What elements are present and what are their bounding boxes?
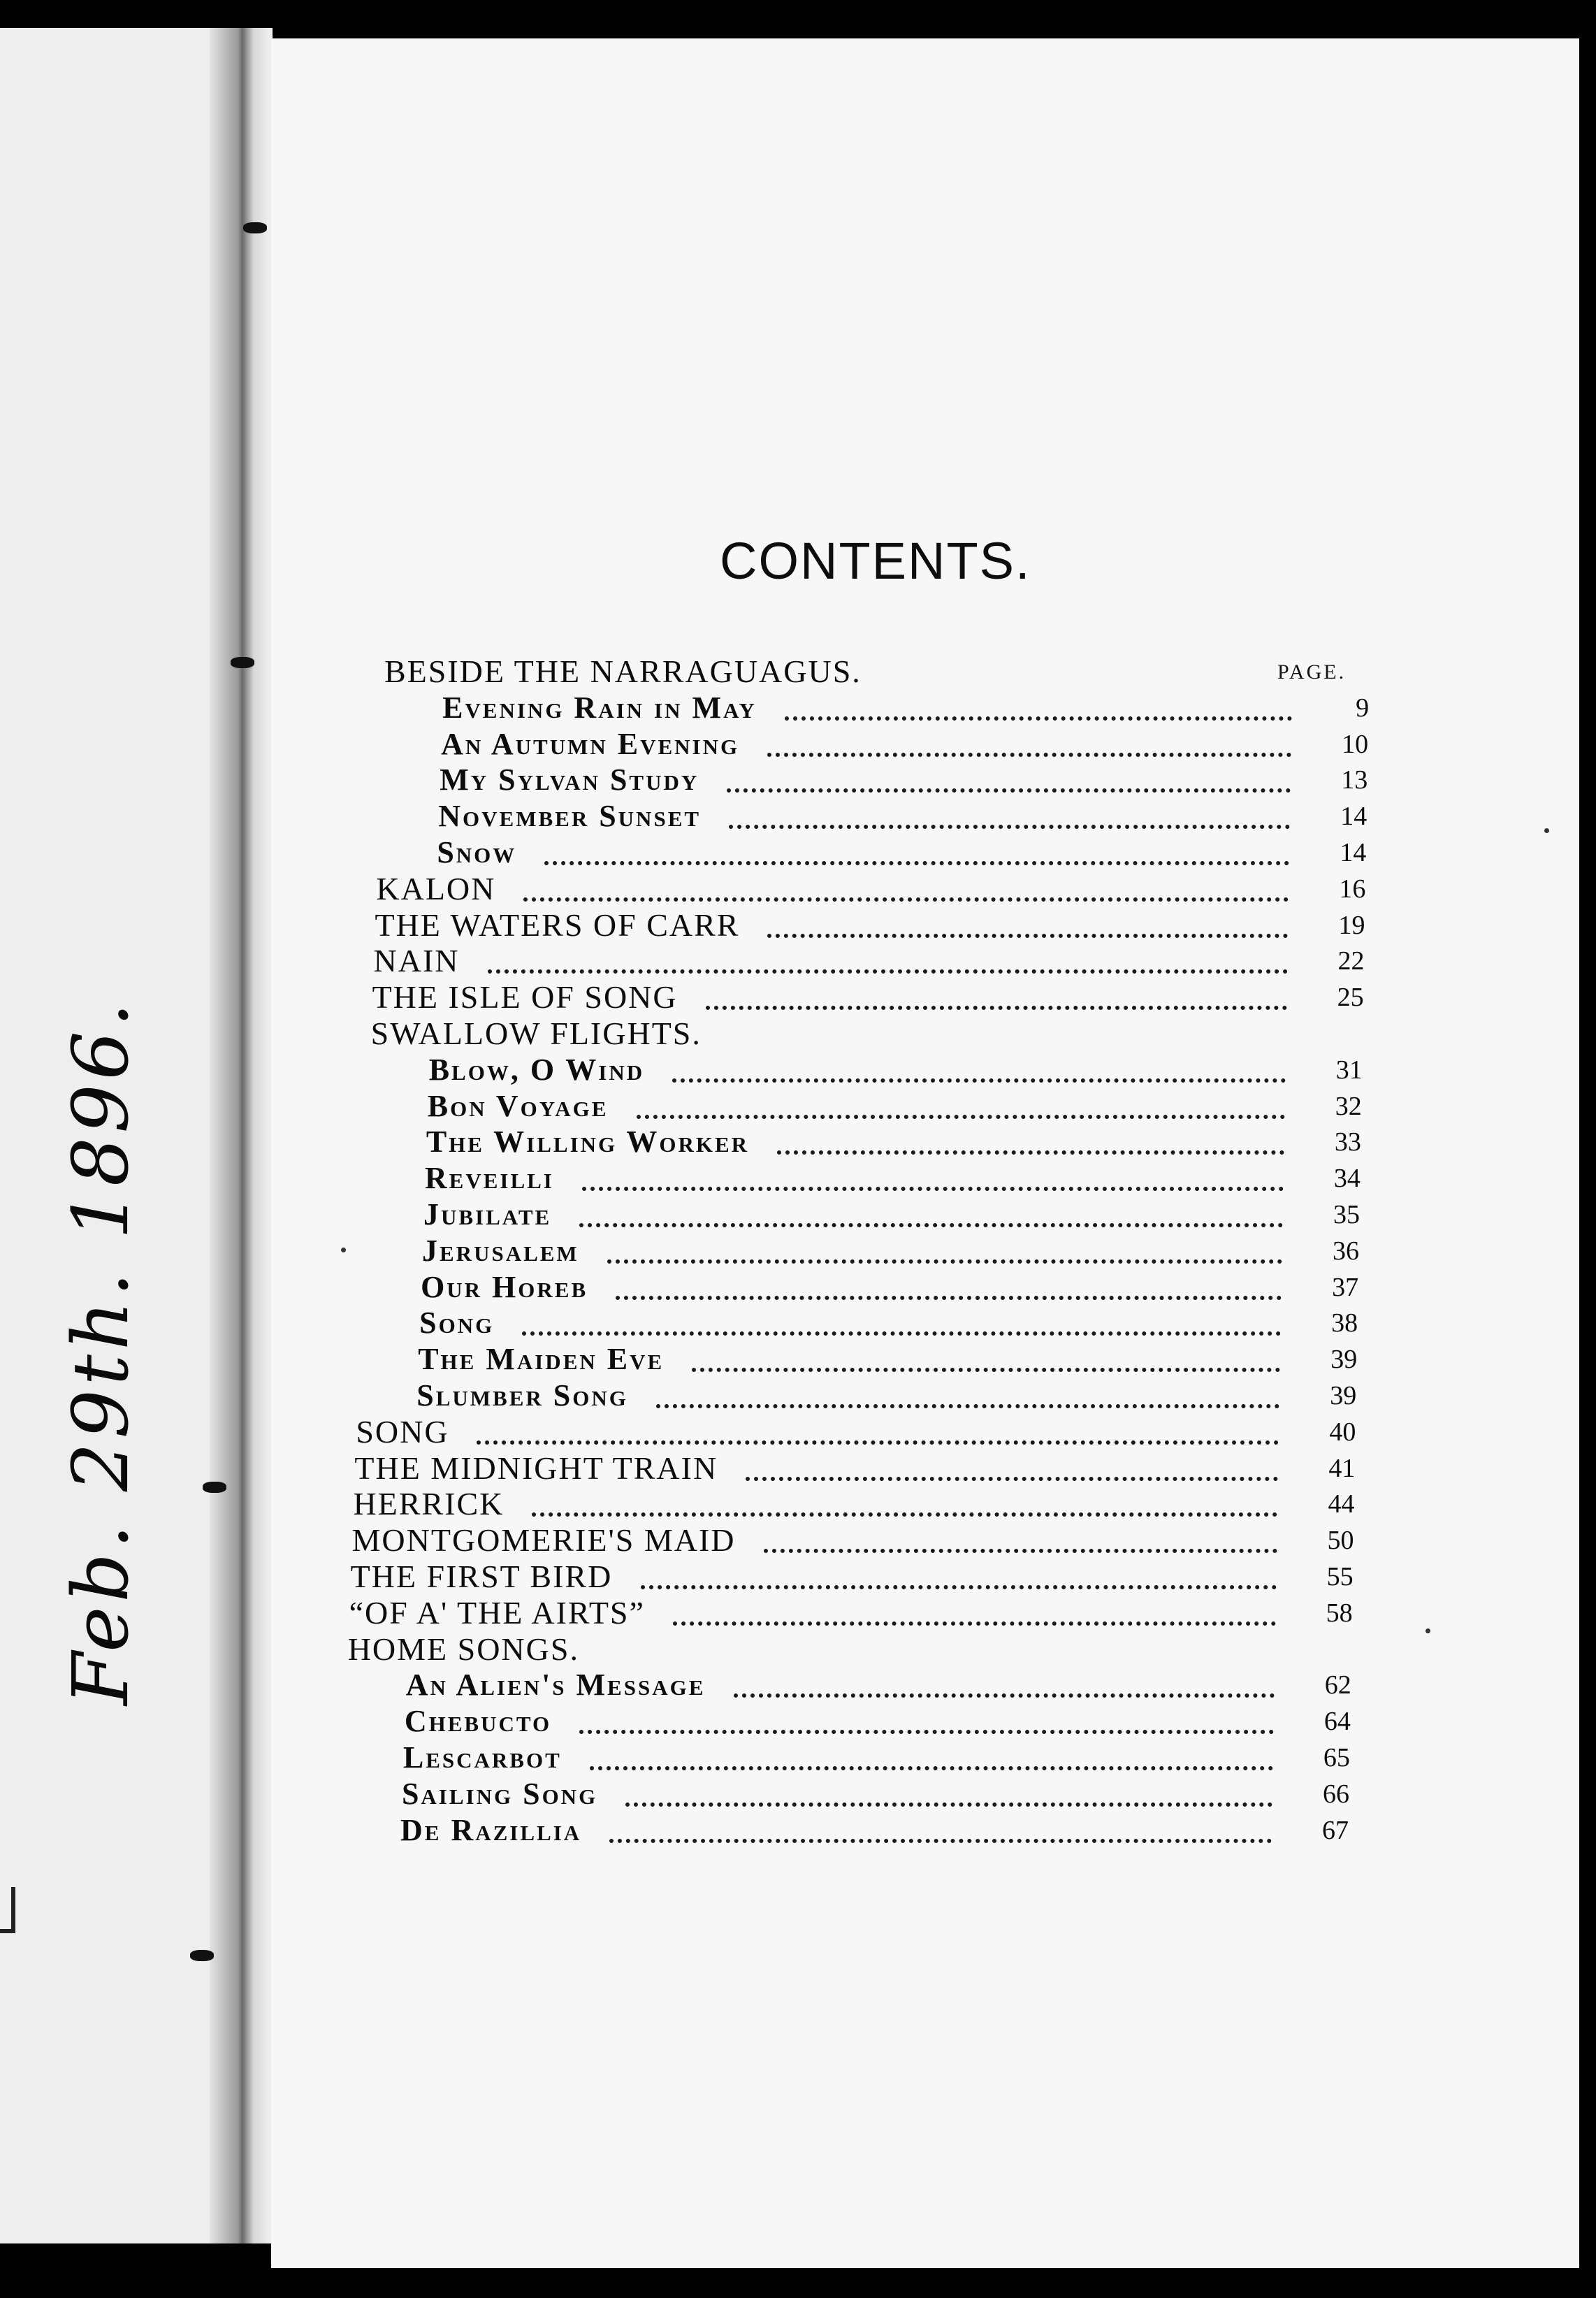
toc-entry-page-number: 33 (1334, 1127, 1361, 1157)
leader-dots (488, 933, 1288, 974)
toc-entry-page-number: 9 (1356, 693, 1370, 723)
toc-entry-page-number: 22 (1337, 946, 1365, 976)
toc-entry-page-number: 35 (1333, 1200, 1360, 1229)
toc-entry-page-number: 39 (1330, 1381, 1357, 1410)
toc-entry-page-number: 14 (1340, 838, 1367, 867)
toc-entry-page-number: 65 (1323, 1743, 1350, 1772)
leader-dots (729, 788, 1290, 829)
toc-entry (0, 979, 1596, 1016)
toc-entry-title: Lescarbot (402, 1740, 562, 1775)
toc-entry-page-number: 55 (1326, 1562, 1354, 1591)
leader-dots (706, 969, 1287, 1010)
leader-dots (767, 897, 1288, 938)
leader-dots (544, 825, 1289, 865)
ink-speck (1425, 1628, 1430, 1633)
toc-entry-title: An Autumn Evening (441, 726, 740, 761)
toc-entry-title: De Razillia (400, 1812, 582, 1847)
toc-entry-page-number: 41 (1328, 1453, 1356, 1483)
toc-entry-title: “OF A' THE AIRTS” (349, 1594, 645, 1631)
toc-entry-title: Jerusalem (422, 1233, 579, 1268)
toc-entry-title: Song (419, 1306, 495, 1340)
leader-dots (777, 1114, 1284, 1155)
toc-entry-title: NAIN (373, 943, 460, 979)
leader-dots (590, 1730, 1273, 1770)
toc-entry-title: Sailing Song (401, 1776, 598, 1811)
leader-dots (785, 680, 1292, 721)
leader-dots (616, 1259, 1282, 1300)
toc-entry-page-number: 14 (1340, 802, 1368, 832)
toc-entry-title: SWALLOW FLIGHTS. (370, 1016, 702, 1051)
toc-entry-title: The Willing Worker (426, 1125, 750, 1159)
toc-entry-page-number: 25 (1337, 983, 1364, 1013)
toc-entry-title: Blow, O Wind (428, 1052, 645, 1087)
toc-entry-page-number: 34 (1333, 1164, 1361, 1194)
toc-entry-title: KALON (376, 870, 496, 906)
toc-entry-title: Bon Voyage (427, 1088, 609, 1123)
toc-entry-title: An Alien's Message (405, 1668, 706, 1703)
handwritten-date: Feb. 29th. 1896. (56, 998, 145, 1705)
toc-entry-page-number: 31 (1335, 1055, 1363, 1085)
toc-entry-title: Our Horeb (421, 1269, 588, 1304)
toc-entry-title: Evening Rain in May (442, 690, 757, 725)
toc-entry-page-number: 50 (1327, 1526, 1354, 1556)
page-column-heading: PAGE. (1277, 660, 1347, 684)
leader-dots (641, 1549, 1277, 1589)
leader-dots (532, 1476, 1277, 1517)
stitch-mark (243, 222, 267, 233)
ink-speck (341, 1248, 346, 1252)
leader-dots (477, 1404, 1279, 1445)
toc-entry-title: Snow (437, 835, 517, 869)
toc-entry-title: BESIDE THE NARRAGUAGUS. (384, 653, 862, 689)
leader-dots (579, 1693, 1274, 1734)
toc-entry-title: THE MIDNIGHT TRAIN (354, 1450, 718, 1486)
toc-entry-title: My Sylvan Study (440, 763, 699, 797)
leader-dots (609, 1802, 1272, 1843)
toc-entry-page-number: 32 (1335, 1091, 1362, 1121)
toc-entry-page-number: 40 (1329, 1417, 1356, 1447)
leader-dots (582, 1150, 1284, 1191)
toc-entry-title: Chebucto (404, 1704, 552, 1739)
leader-dots (727, 752, 1291, 793)
leader-dots (746, 1440, 1278, 1481)
toc-entry-title: November Sunset (438, 799, 702, 834)
leader-dots (625, 1766, 1272, 1807)
leader-dots (522, 1295, 1281, 1336)
leader-dots (656, 1368, 1279, 1408)
toc-entry-title: Slumber Song (416, 1378, 628, 1412)
toc-entry-title: HOME SONGS. (347, 1631, 579, 1667)
toc-entry-title: MONTGOMERIE'S MAID (351, 1522, 736, 1559)
toc-entry-page-number: 66 (1322, 1779, 1349, 1809)
leader-dots (523, 861, 1289, 902)
leader-dots (637, 1078, 1285, 1119)
toc-entry-page-number: 67 (1322, 1815, 1349, 1845)
ink-speck (1544, 828, 1549, 833)
toc-entry-page-number: 10 (1342, 729, 1369, 759)
toc-entry-page-number: 64 (1323, 1707, 1351, 1737)
toc-entry-title: The Maiden Eve (418, 1342, 665, 1377)
leader-dots (734, 1657, 1275, 1698)
toc-entry-title: Reveilli (424, 1161, 554, 1196)
toc-entry-title: HERRICK (353, 1486, 505, 1522)
toc-entry-page-number: 44 (1328, 1489, 1355, 1519)
toc-entry-title: Jubilate (423, 1197, 552, 1231)
leader-dots (672, 1042, 1286, 1083)
toc-entry-page-number: 19 (1338, 910, 1365, 940)
toc-entry (0, 1812, 1596, 1849)
leader-dots (767, 716, 1291, 757)
leader-dots (692, 1331, 1280, 1372)
toc-entry-title: SONG (356, 1413, 449, 1450)
stitch-mark (190, 1950, 214, 1961)
toc-entry-page-number: 38 (1331, 1308, 1358, 1338)
page-edge-mark (0, 1887, 15, 1933)
leader-dots (607, 1223, 1282, 1264)
toc-entry-page-number: 58 (1326, 1598, 1353, 1628)
page-title: CONTENTS. (720, 532, 1031, 590)
leader-dots (579, 1187, 1283, 1227)
toc-entry-page-number: 62 (1324, 1670, 1351, 1700)
toc-entry-title: THE WATERS OF CARR (375, 906, 740, 943)
leader-dots (764, 1512, 1277, 1553)
toc-entry (0, 1595, 1596, 1631)
toc-entry-page-number: 37 (1332, 1272, 1359, 1302)
toc-entry-page-number: 36 (1333, 1236, 1359, 1266)
toc-entry-page-number: 16 (1339, 874, 1366, 904)
toc-entry-title: THE ISLE OF SONG (372, 979, 678, 1016)
toc-entry-page-number: 39 (1330, 1345, 1358, 1375)
toc-entry-title: THE FIRST BIRD (350, 1559, 613, 1594)
leader-dots (673, 1585, 1276, 1626)
toc-entry-page-number: 13 (1341, 765, 1368, 795)
